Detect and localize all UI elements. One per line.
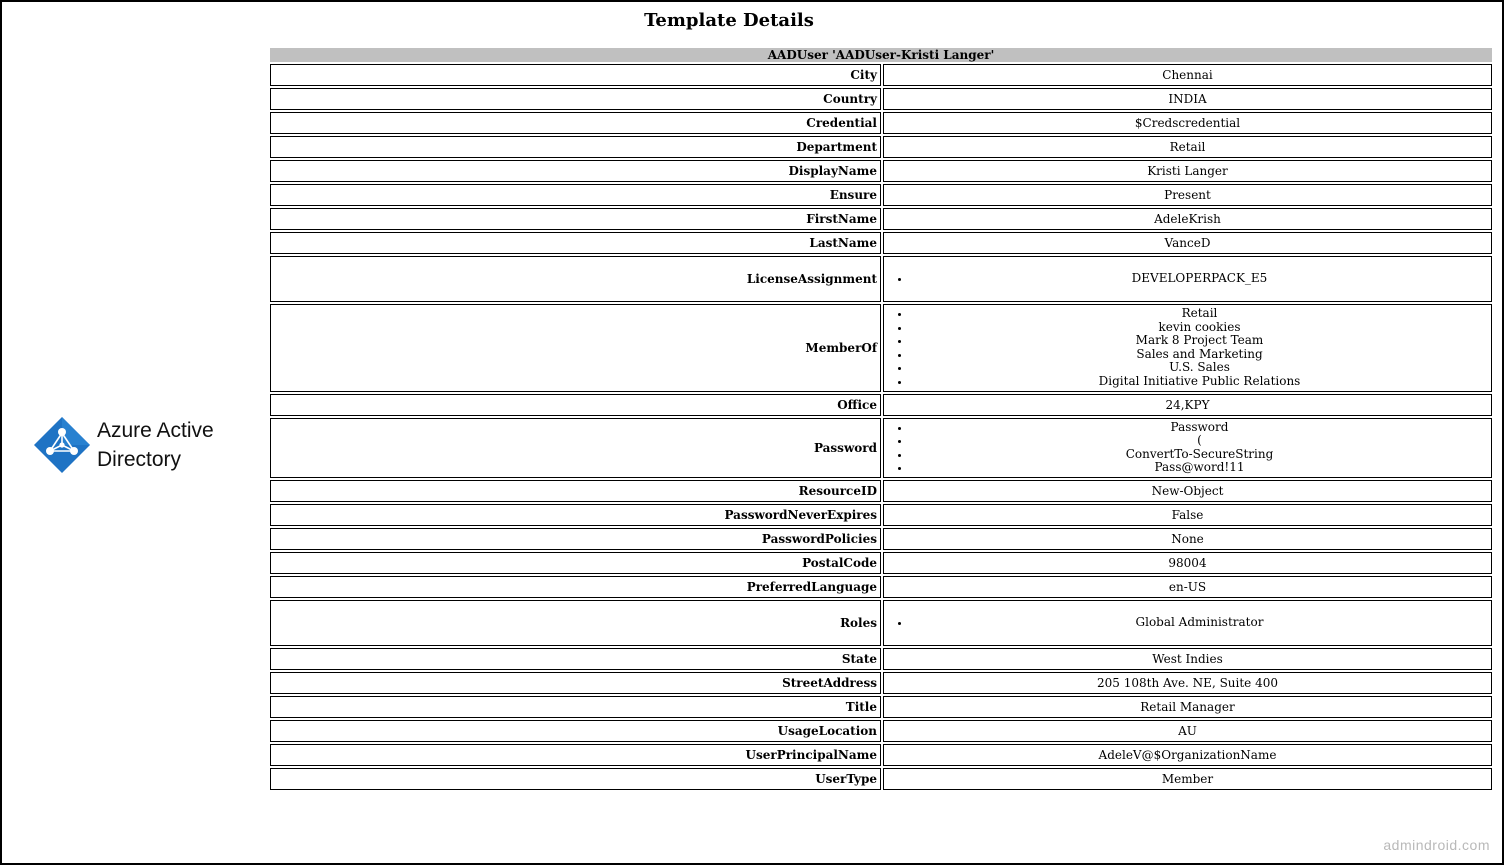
property-name: City (270, 64, 881, 86)
table-row (270, 208, 1492, 230)
list-item: • Mark 8 Project Team (911, 334, 1488, 348)
property-name: PasswordPolicies (270, 528, 881, 550)
property-name: PasswordNeverExpires (270, 504, 881, 526)
table-row (270, 768, 1492, 790)
table-row (270, 504, 1492, 526)
azure-ad-logo (33, 416, 214, 474)
table-row (270, 232, 1492, 254)
table-row (270, 136, 1492, 158)
property-name: Title (270, 696, 881, 718)
property-name: Roles (270, 600, 881, 646)
table-row (270, 480, 1492, 502)
property-value: Present (883, 184, 1492, 206)
page-title: Template Details (644, 10, 814, 31)
table-row (270, 552, 1492, 574)
property-name: FirstName (270, 208, 881, 230)
list-item: • DEVELOPERPACK_E5 (911, 272, 1488, 286)
table-row (270, 744, 1492, 766)
property-name: UserType (270, 768, 881, 790)
property-value: 205 108th Ave. NE, Suite 400 (883, 672, 1492, 694)
property-name: UserPrincipalName (270, 744, 881, 766)
list-item: • Sales and Marketing (911, 348, 1488, 362)
property-value: $Credscredential (883, 112, 1492, 134)
resource-header: AADUser 'AADUser-Kristi Langer' (270, 48, 1492, 62)
table-row (270, 256, 1492, 302)
property-name: PreferredLanguage (270, 576, 881, 598)
list-item: • ( (911, 434, 1488, 448)
azure-ad-diamond-icon (33, 416, 91, 474)
property-value: Kristi Langer (883, 160, 1492, 182)
value-list (887, 421, 1488, 475)
list-item: • Global Administrator (911, 616, 1488, 630)
template-details-body (270, 64, 1492, 790)
property-name: State (270, 648, 881, 670)
property-name: Ensure (270, 184, 881, 206)
template-details-table (268, 46, 1494, 792)
value-list (887, 616, 1488, 630)
property-value (883, 256, 1492, 302)
value-list (887, 307, 1488, 389)
list-item: • Pass@word!11 (911, 461, 1488, 475)
property-name: LicenseAssignment (270, 256, 881, 302)
list-item: • kevin cookies (911, 321, 1488, 335)
property-value: None (883, 528, 1492, 550)
value-list (887, 272, 1488, 286)
property-value: 98004 (883, 552, 1492, 574)
property-name: DisplayName (270, 160, 881, 182)
table-row (270, 528, 1492, 550)
table-row (270, 112, 1492, 134)
table-row (270, 160, 1492, 182)
list-item: • ConvertTo-SecureString (911, 448, 1488, 462)
property-value: Member (883, 768, 1492, 790)
property-name: UsageLocation (270, 720, 881, 742)
property-name: Credential (270, 112, 881, 134)
table-row (270, 184, 1492, 206)
property-name: LastName (270, 232, 881, 254)
property-value: AU (883, 720, 1492, 742)
list-item: • Password (911, 421, 1488, 435)
property-value: en-US (883, 576, 1492, 598)
property-value: INDIA (883, 88, 1492, 110)
table-row (270, 394, 1492, 416)
logo-text-line-1: Azure Active (97, 419, 214, 442)
property-name: ResourceID (270, 480, 881, 502)
property-name: Country (270, 88, 881, 110)
table-row (270, 720, 1492, 742)
property-value (883, 418, 1492, 478)
property-value: Retail Manager (883, 696, 1492, 718)
property-name: PostalCode (270, 552, 881, 574)
list-item: • U.S. Sales (911, 361, 1488, 375)
property-value: False (883, 504, 1492, 526)
table-row (270, 600, 1492, 646)
property-name: Password (270, 418, 881, 478)
property-name: Department (270, 136, 881, 158)
list-item: • Retail (911, 307, 1488, 321)
property-value (883, 304, 1492, 392)
table-row (270, 64, 1492, 86)
table-row (270, 418, 1492, 478)
property-value: Chennai (883, 64, 1492, 86)
table-row (270, 304, 1492, 392)
property-value: AdeleV@$OrganizationName (883, 744, 1492, 766)
table-row (270, 576, 1492, 598)
property-value: VanceD (883, 232, 1492, 254)
logo-text-line-2: Directory (97, 448, 182, 471)
property-value (883, 600, 1492, 646)
watermark: admindroid.com (1383, 837, 1490, 853)
property-value: New-Object (883, 480, 1492, 502)
property-name: MemberOf (270, 304, 881, 392)
list-item: • Digital Initiative Public Relations (911, 375, 1488, 389)
logo-text (97, 416, 214, 474)
table-row (270, 672, 1492, 694)
table-row (270, 88, 1492, 110)
property-value: AdeleKrish (883, 208, 1492, 230)
property-value: Retail (883, 136, 1492, 158)
property-name: StreetAddress (270, 672, 881, 694)
property-value: 24,KPY (883, 394, 1492, 416)
property-name: Office (270, 394, 881, 416)
table-row (270, 648, 1492, 670)
property-value: West Indies (883, 648, 1492, 670)
table-row (270, 696, 1492, 718)
